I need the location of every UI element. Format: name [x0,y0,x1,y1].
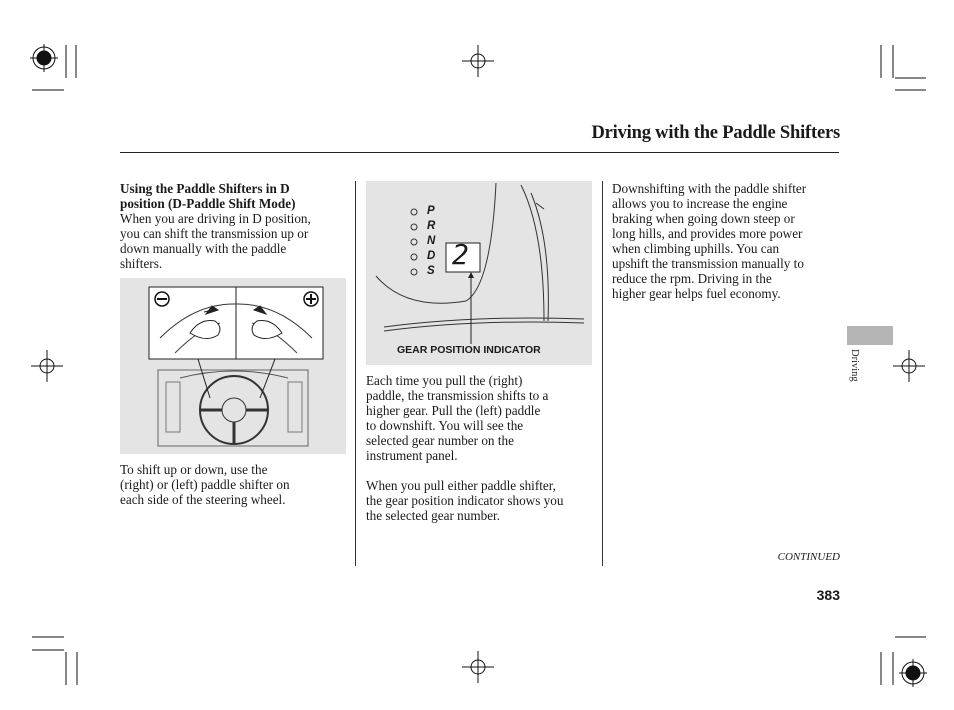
section-tab-label: Driving [849,349,860,382]
text-line: the gear position indicator shows you [366,493,564,508]
paragraph-gap [366,463,600,478]
page-title: Driving with the Paddle Shifters [591,123,840,143]
text-line: to downshift. You will see the [366,418,524,433]
gear-letter: N [427,235,436,247]
gear-digit-display: 2 [452,238,469,271]
text-line: instrument panel. [366,448,458,463]
gear-letter: R [427,220,436,232]
column-1-top [120,181,352,271]
text-line: higher gear. Pull the (left) paddle [366,403,541,418]
gear-letter: P [427,205,435,217]
text-line: reduce the rpm. Driving in the [612,271,772,286]
text-line: paddle, the transmission shifts to a [366,388,549,403]
text-line: each side of the steering wheel. [120,492,286,507]
column-divider [602,181,603,566]
instrument-panel-illustration [366,181,592,365]
column-1-bottom [120,462,352,507]
text-line: (right) or (left) paddle shifter on [120,477,290,492]
text-line: upshift the transmission manually to [612,256,804,271]
crosshair-mark-top [462,45,494,77]
crosshair-mark-left [31,350,63,382]
text-line: When you are driving in D position, [120,211,311,226]
text-line: Downshifting with the paddle shifter [612,181,807,196]
text-line: braking when going down steep or [612,211,795,226]
text-line: When you pull either paddle shifter, [366,478,556,493]
text-line: you can shift the transmission up or [120,226,309,241]
text-line: the selected gear number. [366,508,501,523]
section-tab [847,326,893,345]
registration-mark-top-left [30,44,58,72]
column-3-text [612,181,842,301]
column-2-text [366,373,600,523]
gear-indicator-figure [366,181,592,365]
text-line: selected gear number on the [366,433,514,448]
text-line: To shift up or down, use the [120,462,268,477]
section-subheading: Using the Paddle Shifters in D [120,181,290,196]
text-line: allows you to increase the engine [612,196,788,211]
text-line: down manually with the paddle [120,241,287,256]
continued-label: CONTINUED [777,551,840,563]
text-line: higher gear helps fuel economy. [612,286,781,301]
text-line: shifters. [120,256,163,271]
section-subheading: position (D-Paddle Shift Mode) [120,196,296,211]
figure-caption: GEAR POSITION INDICATOR [397,344,541,356]
gear-letter: S [427,265,435,277]
steering-wheel-illustration [120,278,346,454]
gear-letter: D [427,250,436,262]
registration-mark-bottom-right [899,659,927,687]
text-line: long hills, and provides more power [612,226,803,241]
title-rule [120,152,839,153]
page-number: 383 [816,587,840,603]
gear-letters [427,204,435,279]
text-line: Each time you pull the (right) [366,373,523,388]
paddle-shifter-figure [120,278,346,454]
crosshair-mark-bottom [462,651,494,683]
text-line: when climbing uphills. You can [612,241,780,256]
crosshair-mark-right [893,350,925,382]
column-divider [355,181,356,566]
